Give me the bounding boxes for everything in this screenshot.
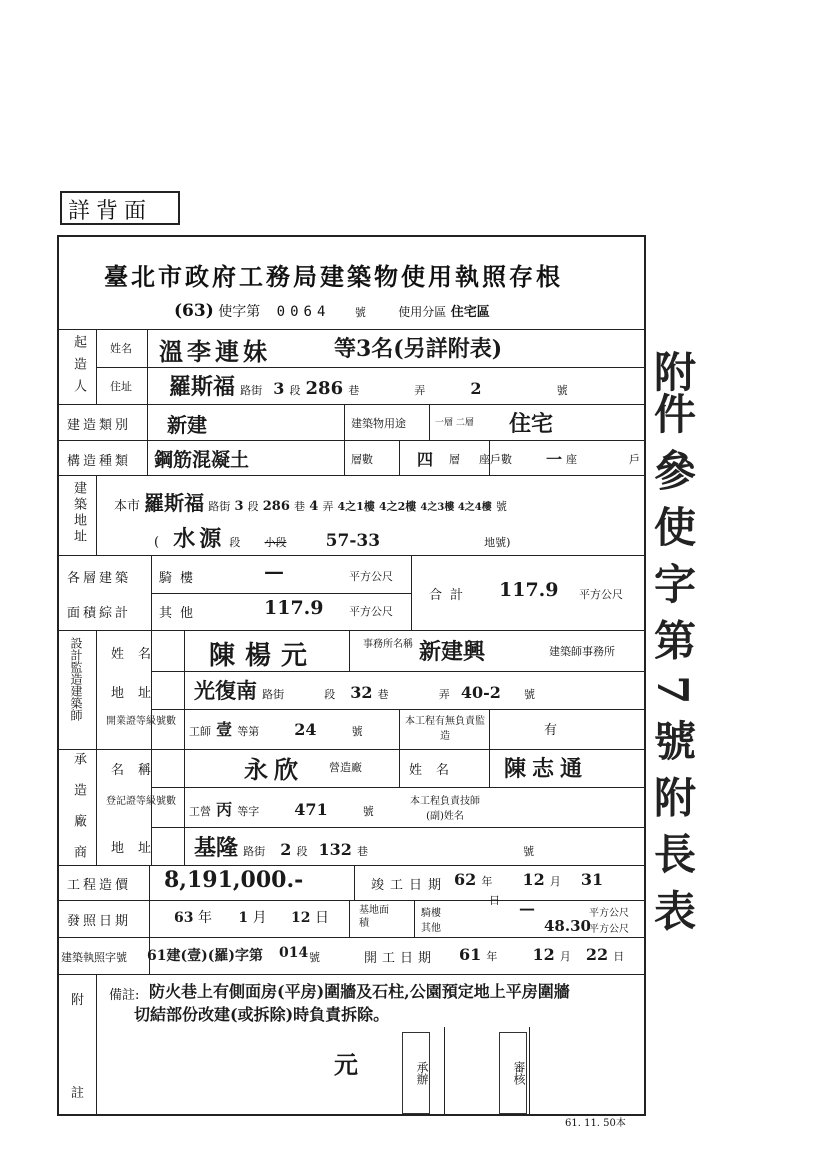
architect-seg-unit: 段 [324, 688, 336, 701]
start-month: 12 [532, 945, 555, 964]
site-no-b: 4之2樓 [378, 500, 417, 513]
done-year: 62 [454, 870, 477, 889]
site-district-unit: 段 [229, 536, 241, 549]
architect-cert-grade: 壹 [216, 720, 233, 739]
households-unit: 戶 [629, 453, 640, 466]
floors-value: 四 [417, 450, 434, 469]
site-alley-unit: 弄 [322, 500, 334, 513]
base-other-label: 其他 [421, 923, 441, 934]
contractor-section-label: 承造廠商 [71, 752, 86, 876]
site-seg: 3 [234, 499, 244, 514]
architect-lane: 32 [350, 683, 373, 702]
done-day-unit: 日 [489, 894, 500, 907]
floors-unit: 層 [449, 453, 460, 466]
remark-line1: 防火巷上有側面房(平房)圍牆及石柱,公園預定地上平房圍牆 [149, 982, 570, 1001]
architect-no-unit: 號 [523, 688, 535, 701]
use-value: 住宅 [509, 411, 554, 437]
units-value: 一 [546, 450, 563, 469]
applicant-lane: 286 [305, 378, 344, 399]
remark-initial: 元 [334, 1050, 358, 1079]
architect-cert-prefix: 工師 [189, 725, 211, 738]
type-value: 新建 [167, 413, 207, 437]
license-char: 使字第 [218, 304, 261, 320]
architect-road: 光復南 [194, 678, 257, 703]
applicant-name-label: 姓名 [110, 342, 132, 355]
contractor-address [194, 831, 639, 862]
site-no-a: 4之1樓 [337, 500, 375, 513]
permit-no: 014 [279, 945, 309, 961]
issue-day-unit: 日 [314, 910, 329, 926]
site-parcel: 57-33 [325, 531, 381, 551]
total-area-unit: 平方公尺 [579, 588, 623, 601]
issue-label: 發照日期 [67, 914, 132, 929]
done-month-unit: 月 [549, 875, 561, 888]
applicant-seg: 3 [273, 379, 285, 398]
area-label-b: 面積綜計 [67, 606, 132, 621]
architect-addr-label: 地址 [111, 686, 166, 701]
permit-value: 61建(壹)(羅)字第 [147, 948, 263, 964]
applicant-address [169, 370, 639, 401]
site-no-unit: 號 [495, 500, 507, 513]
use-hint: 一層 二層 [435, 418, 474, 428]
other-area-value: 117.9 [264, 597, 324, 619]
total-area-label: 合計 [429, 588, 472, 603]
site-land-unit: 地號) [484, 536, 511, 549]
site-address-line2 [154, 522, 639, 553]
applicant-no: 2 [470, 379, 482, 398]
area-label-a: 各層建築 [67, 571, 132, 586]
base-arcade-value: — [519, 899, 535, 918]
done-date [454, 870, 644, 908]
applicant-address-label: 住址 [110, 380, 132, 393]
contractor-road-unit: 路街 [243, 845, 266, 858]
units-unit: 座 [566, 453, 577, 466]
floors-label: 層數 [351, 453, 373, 466]
license-number: 0064 [276, 304, 331, 320]
architect-cert-label: 開業證等級號數 [106, 716, 176, 727]
contractor-reg-label: 登記證等級號數 [106, 796, 176, 807]
applicant-seg-unit: 段 [289, 384, 301, 397]
contractor-name-suffix: 營造廠 [329, 761, 362, 774]
issue-day: 12 [291, 910, 311, 926]
notes-label-a: 附 [71, 993, 85, 1008]
cost-label: 工程造價 [67, 878, 132, 893]
contractor-tech-label: 本工程負責技師(副)姓名 [410, 796, 480, 822]
base-other-value: 48.30 [544, 917, 591, 935]
base-arcade-unit: 平方公尺 [589, 908, 629, 919]
applicant-name-extra: 等3名(另詳附表) [334, 336, 503, 362]
contractor-person: 陳志通 [504, 756, 589, 782]
contractor-reg [189, 797, 374, 820]
corner-label-box [60, 191, 180, 225]
contractor-reg-prefix: 工營 [189, 805, 211, 818]
contractor-reg-grade: 丙 [216, 800, 233, 819]
base-other-unit: 平方公尺 [589, 924, 629, 935]
form-title: 臺北市政府工務局建築物使用執照存根 [104, 262, 563, 291]
start-year: 61 [459, 945, 482, 964]
site-lane-unit: 巷 [294, 500, 306, 513]
architect-cert-no-unit: 號 [351, 725, 363, 738]
structure-label: 構造種類 [67, 454, 132, 469]
issue-year-unit: 年 [197, 910, 212, 926]
contractor-name-label: 名稱 [111, 763, 166, 778]
architect-cert-no: 24 [294, 720, 317, 739]
architect-address [194, 675, 639, 705]
applicant-road: 羅斯福 [169, 374, 236, 400]
contractor-seg: 2 [280, 840, 292, 859]
architect-road-unit: 路街 [262, 688, 285, 701]
architect-lane-unit: 巷 [377, 688, 389, 701]
done-day: 31 [580, 870, 604, 889]
type-label: 建造類別 [67, 418, 132, 433]
architect-office: 新建興 [419, 639, 486, 665]
applicant-name: 溫李連妹 [159, 337, 271, 366]
site-seg-unit: 段 [247, 500, 259, 513]
done-label: 竣工日期 [371, 878, 448, 893]
issue-month-unit: 月 [252, 910, 267, 926]
architect-cert-grade-unit: 等第 [237, 725, 260, 738]
architect-cert [189, 717, 363, 740]
architect-resp-label: 本工程有無負責監造 [405, 716, 485, 742]
architect-name-label: 姓名 [111, 647, 166, 662]
base-arcade-label: 騎樓 [421, 908, 441, 919]
issue-year: 63 [174, 910, 194, 926]
arcade-unit: 平方公尺 [349, 570, 393, 583]
start-year-unit: 年 [486, 950, 498, 963]
corner-label: 詳背面 [68, 199, 153, 224]
site-address-line1 [114, 487, 639, 516]
remark-label: 備註: [109, 988, 140, 1003]
issue-month: 1 [238, 910, 249, 926]
other-area-label: 其他 [159, 606, 202, 621]
contractor-seg-unit: 段 [296, 845, 308, 858]
arcade-value: — [264, 559, 284, 583]
contractor-lane: 132 [318, 840, 352, 859]
zone-label: 使用分區 [398, 305, 447, 319]
site-address-label: 建築地址 [71, 481, 86, 545]
contractor-road: 基隆 [194, 835, 239, 861]
architect-alley-unit: 弄 [438, 688, 450, 701]
done-year-unit: 年 [481, 875, 493, 888]
architect-name: 陳楊元 [209, 641, 318, 671]
start-day-unit: 日 [613, 950, 625, 963]
architect-office-suffix: 建築師事務所 [549, 645, 615, 658]
site-district: 水源 [173, 526, 226, 552]
applicant-lane-unit: 巷 [348, 384, 360, 397]
applicant-section-label: 起造人 [71, 335, 86, 401]
use-label: 建築物用途 [351, 417, 406, 430]
license-stub-form [57, 235, 646, 1116]
approval-stamp-a: 承辦 [402, 1032, 430, 1114]
architect-no: 40-2 [460, 683, 501, 702]
contractor-reg-no-unit: 號 [362, 805, 374, 818]
side-margin-note: 附件 參 使 字 第 7 號 附 長 表 [648, 350, 697, 931]
contractor-reg-no: 471 [294, 800, 328, 819]
contractor-addr-label: 地址 [111, 841, 166, 856]
remark-line2: 切結部份改建(或拆除)時負責拆除。 [134, 1005, 390, 1024]
contractor-lane-unit: 巷 [357, 845, 369, 858]
start-day: 22 [585, 945, 609, 964]
contractor-reg-grade-unit: 等字 [237, 805, 260, 818]
site-road: 羅斯福 [144, 491, 205, 515]
notes-label-b: 註 [71, 1086, 85, 1101]
contractor-name: 永欣 [244, 755, 304, 784]
license-number-line [174, 301, 490, 321]
zone-value: 住宅區 [450, 305, 490, 320]
site-city: 本市 [114, 499, 141, 514]
approval-stamp-b: 審核 [499, 1032, 527, 1114]
permit-label: 建築執照字號 [61, 951, 127, 964]
site-no-c: 4之3樓 4之4樓 [420, 502, 492, 513]
structure-value: 鋼筋混凝土 [154, 449, 250, 471]
applicant-road-unit: 路街 [240, 384, 263, 397]
permit-no-unit: 號 [309, 951, 320, 964]
applicant-alley-unit: 弄 [414, 384, 426, 397]
form-footer: 61. 11. 50本 [565, 1118, 626, 1129]
other-area-unit: 平方公尺 [349, 605, 393, 618]
arcade-label: 騎樓 [159, 571, 202, 586]
start-date [459, 945, 624, 964]
done-month: 12 [522, 870, 545, 889]
start-month-unit: 月 [559, 950, 571, 963]
units-label: 座戶數 [479, 453, 512, 466]
applicant-no-unit: 號 [556, 384, 568, 397]
cost-value: 8,191,000.- [164, 867, 304, 893]
total-area-value: 117.9 [499, 579, 559, 601]
architect-resp-value: 有 [544, 723, 558, 738]
site-road-unit: 路街 [208, 500, 231, 513]
architect-section-label: 設計監造建築師 [69, 637, 83, 721]
site-land-open: ( [154, 535, 160, 550]
license-suffix: 號 [354, 306, 366, 319]
start-label: 開工日期 [364, 951, 437, 966]
site-alley: 4 [309, 499, 319, 514]
site-lane: 286 [262, 499, 290, 514]
contractor-no-unit: 號 [523, 845, 535, 858]
architect-office-label: 事務所名稱 [363, 639, 413, 650]
site-subdistrict: 小段 [264, 536, 287, 549]
base-area-label: 基地面積 [359, 905, 389, 929]
contractor-person-label: 姓名 [409, 763, 464, 778]
license-prefix: (63) [174, 301, 214, 321]
issue-date [174, 907, 329, 927]
